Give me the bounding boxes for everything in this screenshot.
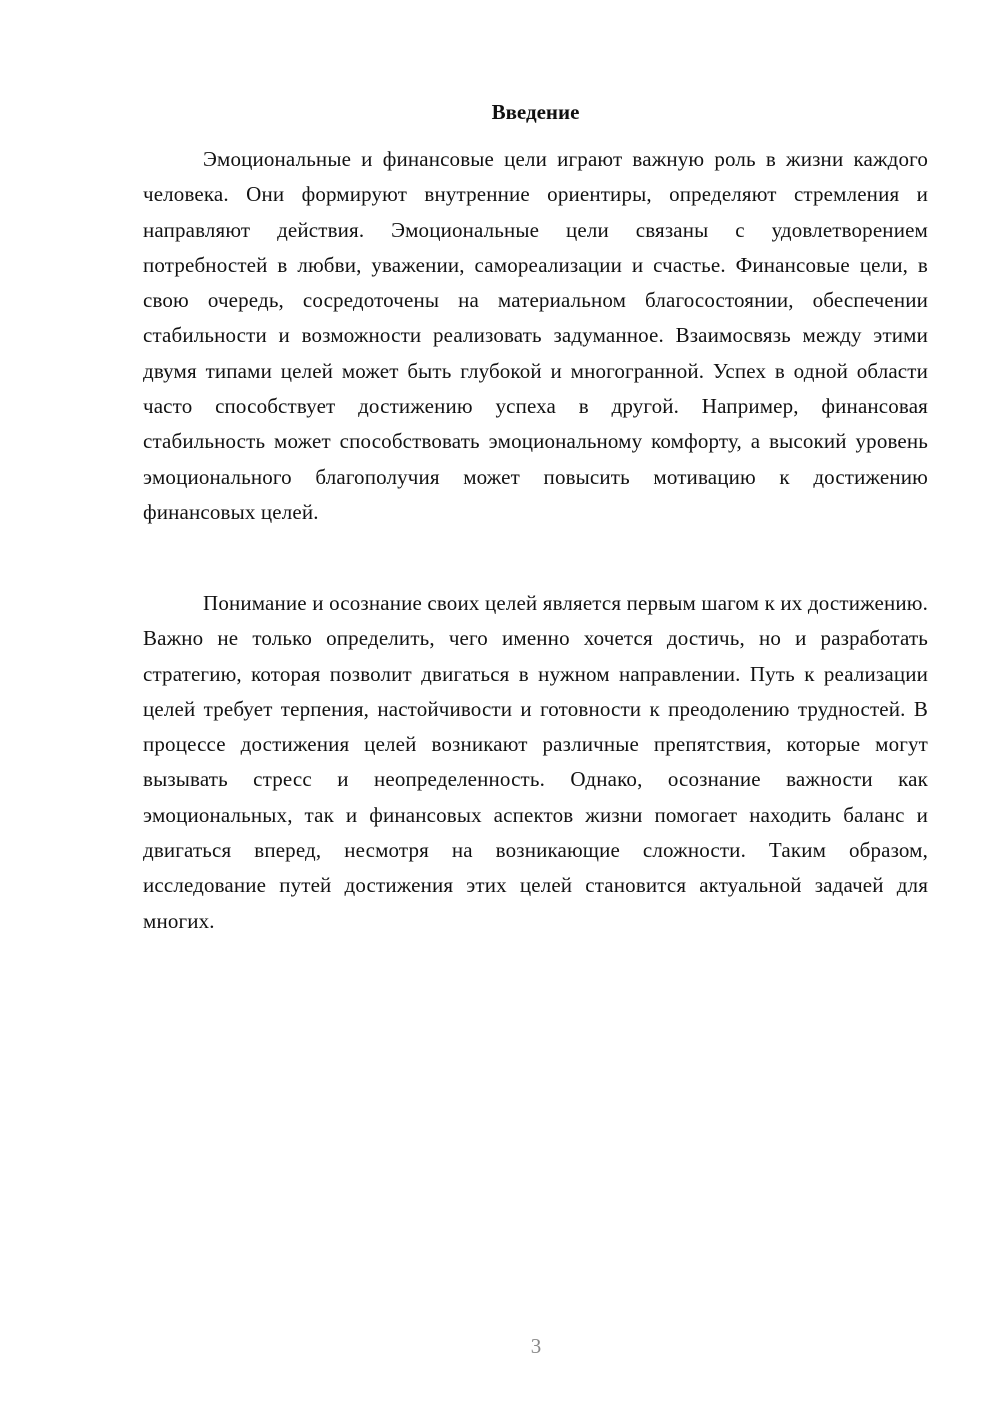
paragraph-goals: Понимание и осознание своих целей является первым шагом к их достижению. Важно не только определить, чего именно хочется достичь, но и разработать стратегию, которая позволит двигаться в нужном направлении. Путь к реализации целей требует терпения, настойчивости и готовности к преодолению трудностей. В процессе достижения целей возникают различные препятствия, которые могут вызывать стресс и неопределенность. Однако, осознание важности как эмоциональных, так и финансовых аспектов жизни помогает находить баланс и двигаться вперед, несмотря на возникающие сложности. Таким образом, исследование путей достижения этих целей становится актуальной задачей для многих. [143,591,928,933]
page-title: Введение [491,100,580,124]
paragraph-intro: Эмоциональные и финансовые цели играют важную роль в жизни каждого человека. Они формируют внутренние ориентиры, определяют стремления и направляют действия. Эмоциональные цели связаны с удовлетворением потребностей в любви, уважении, самореализации и счастье. Финансовые цели, в свою очередь, сосредоточены на материальном благосостоянии, обеспечении стабильности и возможности реализовать задуманное. Взаимосвязь между этими двумя типами целей может быть глубокой и многогранной. Успех в одной области часто способствует достижению успеха в другой. Например, финансовая стабильность может способствовать эмоциональному комфорту, а высокий уровень эмоционального благополучия может повысить мотивацию к достижению финансовых целей. [143,147,928,524]
page-number: 3 [530,1334,542,1358]
